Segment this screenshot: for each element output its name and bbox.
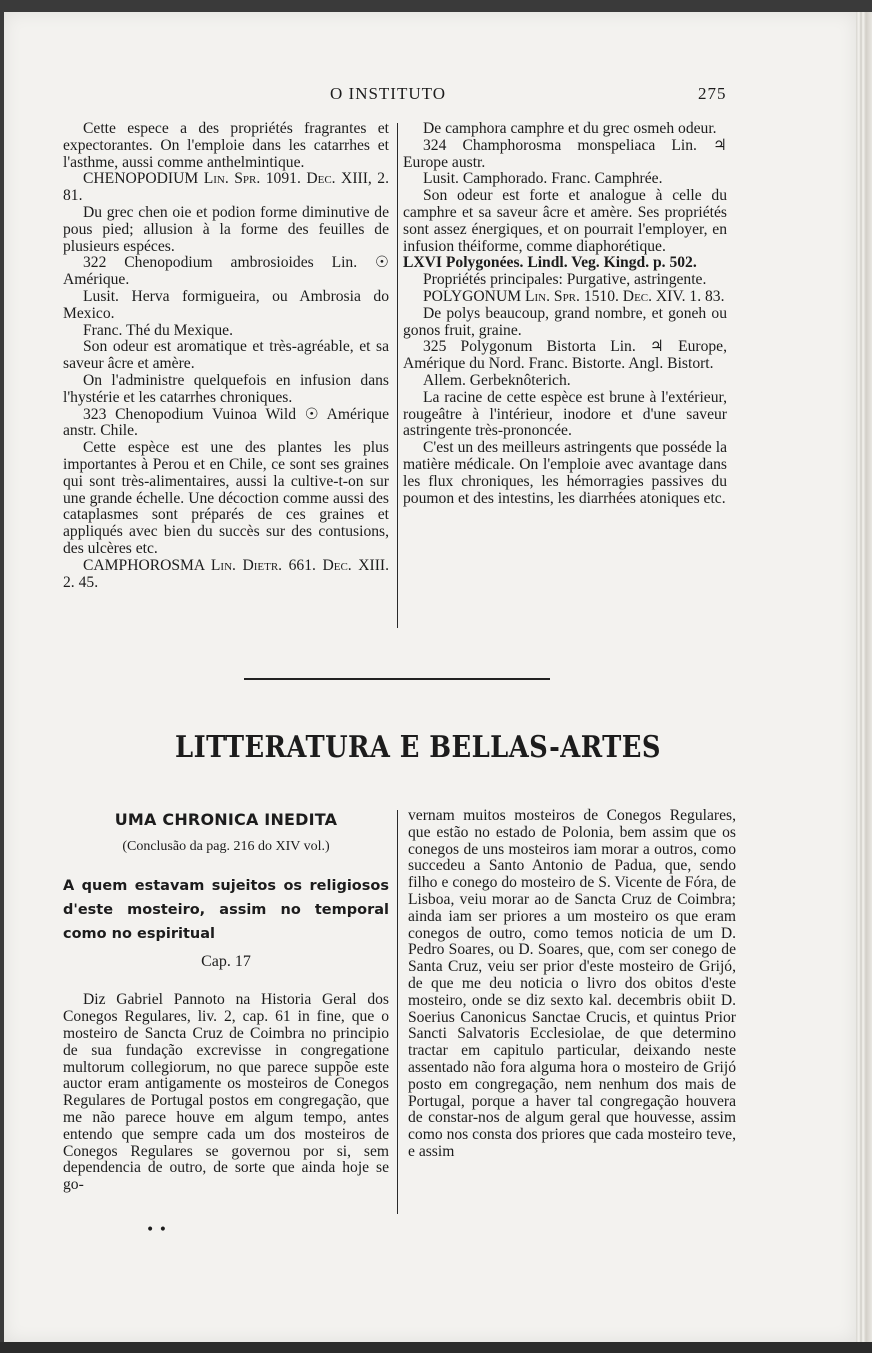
column-divider <box>397 810 398 1214</box>
chapter-number: Cap. 17 <box>201 952 251 970</box>
species-entry: 324 Champhorosma monspeliaca Lin. ♃ Europe austr. <box>403 136 727 171</box>
species-entry: 323 Chenopodium Vuinoa Wild ☉ Amérique anstr. Chile. <box>63 405 389 440</box>
paragraph: Du grec chen oie et podion forme diminutive de pous pied; allusion à la forme des feuilles de plusieurs espéces. <box>63 203 389 255</box>
paragraph: Lusit. Herva formigueira, ou Ambrosia do Mexico. <box>63 287 389 322</box>
signature-mark: • • <box>146 1222 167 1238</box>
paragraph: C'est un des meilleurs astringents que posséde la matière médicale. On l'emploie avec avantage dans les flux chroniques, les hémorragies passives du poumon et des intestins, les diarrhées atoniques etc. <box>403 439 727 507</box>
paragraph: Allem. Gerbeknôterich. <box>423 371 571 389</box>
species-entry: 325 Polygonum Bistorta Lin. ♃ Europe, Amérique du Nord. Franc. Bistorte. Angl. Bistort. <box>403 338 727 373</box>
genus-entry: CHENOPODIUM Lin. Spr. 1091. Dec. XIII, 2. 81. <box>63 170 389 205</box>
genus-entry: CAMPHOROSMA Lin. Dietr. 661. Dec. XIII. 2. 45. <box>63 556 389 591</box>
paragraph: vernam muitos mosteiros de Conegos Regulares, que estão no estado de Polonia, bem assim que os conegos de uns mosteiros iam morar a outros, como succedeu a Santo Antonio de Padua, que, sendo filho e conego do mosteiro de S. Vicente de Fóra, de Lisboa, veiu morar ao de Sancta Cruz de Coimbra; ainda iam ser priores a um mosteiro os que eram conegos de outro, como temos noticia de um D. Pedro Soares, ou D. Soares, que, com ser conego de Santa Cruz, veiu ser prior d'este mosteiro de Grijó, de que me deu noticia o livro dos obitos d'este mosteiro, onde se diz sexto kal. decembris obiit D. Soerius Canonicus Sanctae Crucis, et quintus Prior Sancti Salvatoris Ecclesiolae, de que determino tractar em capitulo particular, deixando neste assentado não fora alguma hora o mosteiro de Grijó posto em congregação, nem nenhum dos mais de Portugal, porque a haver tal congregação houvera de constar-nos de algum geral que houvesse, assim como nos consta dos priores que cada mosteiro teve, e assim <box>408 807 736 1160</box>
column-bottom-right <box>408 808 736 1161</box>
paragraph: On l'administre quelquefois en infusion dans l'hystérie et les catarrhes chroniques. <box>63 371 389 406</box>
paragraph: Son odeur est aromatique et très-agréable, et sa saveur âcre et amère. <box>63 338 389 373</box>
paragraph: Lusit. Camphorado. Franc. Camphrée. <box>423 170 663 188</box>
column-divider <box>397 123 398 628</box>
article-title: UMA CHRONICA INEDITA <box>114 810 338 829</box>
chapter-heading: A quem estavam sujeitos os religiosos d'este mosteiro, assim no temporal como no espiritual <box>63 877 389 942</box>
paragraph: De polys beaucoup, grand nombre, et goneh ou gonos fruit, graine. <box>403 304 727 339</box>
column-bottom-left <box>63 808 389 1194</box>
paragraph: Franc. Thé du Mexique. <box>83 321 233 339</box>
scan-border <box>0 1342 872 1353</box>
paragraph: Propriétés principales: Purgative, astringente. <box>423 271 707 289</box>
paragraph: Son odeur est forte et analogue à celle du camphre et sa saveur âcre et amère. Ses propriétés sont assez énergiques, et on pourrait l'employer, en infusion théiforme, comme diaphorétique. <box>403 187 727 255</box>
family-heading: LXVI Polygonées. Lindl. Veg. Kingd. p. 502. <box>403 254 697 272</box>
article-subtitle: (Conclusão da pag. 216 do XIV vol.) <box>122 838 330 854</box>
section-rule <box>244 678 550 680</box>
paragraph: De camphora camphre et du grec osmeh odeur. <box>423 120 717 137</box>
paragraph: Cette espece a des propriétés fragrantes et expectorantes. On l'emploie dans les catarrhes et l'asthme, aussi comme anthelmintique. <box>63 120 389 171</box>
species-entry: 322 Chenopodium ambrosioides Lin. ☉ Amérique. <box>63 254 389 289</box>
journal-title: O INSTITUTO <box>330 84 446 103</box>
page-number: 275 <box>698 84 727 103</box>
genus-entry: POLYGONUM Lin. Spr. 1510. Dec. XIV. 1. 83. <box>423 287 725 305</box>
paragraph: Cette espèce est une des plantes les plus importantes à Perou et en Chile, ce sont ses graines qui sont très-alimentaires, aussi la cultive-t-on sur une grande échelle. Une décoction comme aussi des cataplasmes sont préparés de ces graines et appliqués avec bien du succès sur des contusions, des ulcères etc. <box>63 439 389 557</box>
page-edge <box>856 12 872 1342</box>
column-top-right <box>403 121 727 507</box>
column-top-left <box>63 121 389 591</box>
paragraph: Diz Gabriel Pannoto na Historia Geral dos Conegos Regulares, liv. 2, cap. 61 in fine, que o mosteiro de Sancta Cruz de Coimbra no principio de sua fundação excrevisse in congregatione multorum collegiorum, no que parece suppõe este auctor eram antigamente os mosteiros de Conegos Regulares de Portugal postos em congregação, que me não parece houve em algum tempo, antes entendo que sempre cada um dos mosteiros de Conegos Regulares se governou por si, sem dependencia de outro, de sorte que ainda hoje se go- <box>63 991 389 1194</box>
paragraph: La racine de cette espèce est brune à l'extérieur, rougeâtre à l'intérieur, inodore et d'une saveur astringente très-prononcée. <box>403 388 727 440</box>
section-title: LITTERATURA E BELLAS-ARTES <box>175 730 661 765</box>
